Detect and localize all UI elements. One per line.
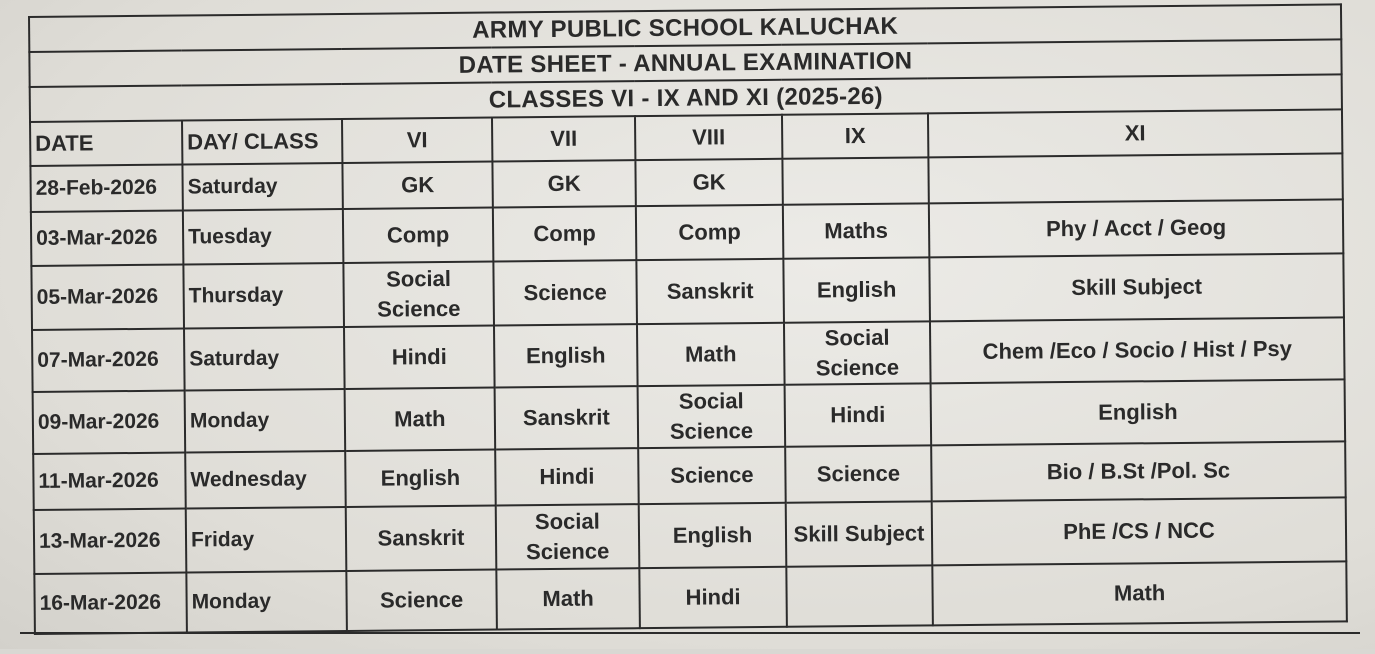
footer-rule (20, 632, 1360, 654)
column-header-vi: VI (342, 118, 492, 163)
class-viii-cell: Math (637, 323, 785, 386)
day-cell: Saturday (184, 327, 345, 391)
class-vii-cell: Hindi (495, 448, 639, 505)
date-cell: 16-Mar-2026 (34, 573, 187, 634)
class-viii-cell: Hindi (639, 567, 787, 628)
class-vii-cell: English (494, 324, 638, 387)
day-cell: Monday (186, 571, 347, 633)
class-ix-cell (782, 157, 928, 204)
class-ix-cell (786, 565, 933, 626)
class-vii-cell: Science (493, 260, 637, 325)
class-vii-cell: GK (492, 160, 635, 207)
class-vi-cell: Math (345, 388, 496, 451)
date-cell: 13-Mar-2026 (34, 509, 187, 574)
class-xi-cell: English (931, 379, 1346, 445)
class-ix-cell: Maths (783, 203, 930, 258)
day-cell: Wednesday (185, 451, 346, 509)
class-ix-cell: Hindi (785, 383, 932, 446)
date-sheet-table (28, 3, 1348, 635)
date-cell: 05-Mar-2026 (31, 265, 184, 330)
class-vi-cell: Comp (343, 208, 494, 263)
class-viii-cell: Science (638, 447, 786, 504)
day-cell: Tuesday (183, 209, 344, 265)
class-vi-cell: Science (346, 570, 497, 631)
class-xi-cell: Skill Subject (929, 253, 1344, 321)
column-header-ix: IX (782, 113, 928, 158)
class-vi-cell: Social Science (343, 262, 494, 327)
class-xi-cell: Bio / B.St /Pol. Sc (931, 441, 1346, 501)
class-viii-cell: English (639, 503, 787, 568)
date-cell: 11-Mar-2026 (33, 453, 186, 510)
class-xi-cell: Math (932, 561, 1347, 625)
class-ix-cell: Skill Subject (786, 501, 933, 566)
date-cell: 28-Feb-2026 (30, 165, 182, 212)
class-vii-cell: Math (496, 568, 640, 629)
class-viii-cell: GK (635, 159, 782, 206)
class-xi-cell (928, 153, 1342, 203)
class-ix-cell: Science (785, 445, 932, 502)
column-header-day: DAY/ CLASS (182, 119, 342, 165)
class-vii-cell: Comp (493, 206, 637, 261)
class-vii-cell: Sanskrit (495, 386, 639, 449)
class-viii-cell: Comp (636, 205, 784, 260)
day-cell: Friday (186, 507, 347, 573)
class-xi-cell: PhE /CS / NCC (932, 497, 1347, 565)
day-cell: Thursday (183, 263, 344, 329)
column-header-xi: XI (928, 109, 1342, 157)
column-header-date: DATE (30, 121, 182, 166)
classes-title: CLASSES VI - IX AND XI (2025-26) (30, 74, 1342, 122)
class-xi-cell: Chem /Eco / Socio / Hist / Psy (930, 317, 1345, 383)
class-viii-cell: Sanskrit (636, 259, 784, 324)
day-cell: Saturday (182, 163, 342, 211)
column-header-vii: VII (492, 116, 635, 161)
school-name: ARMY PUBLIC SCHOOL KALUCHAK (29, 4, 1341, 52)
date-cell: 07-Mar-2026 (32, 329, 185, 392)
class-viii-cell: Social Science (638, 385, 786, 448)
class-vii-cell: Social Science (496, 504, 640, 569)
sheet-title: DATE SHEET - ANNUAL EXAMINATION (29, 39, 1341, 87)
class-ix-cell: English (783, 257, 930, 322)
date-cell: 03-Mar-2026 (31, 211, 184, 266)
column-header-viii: VIII (635, 115, 782, 160)
class-vi-cell: GK (342, 162, 492, 209)
date-cell: 09-Mar-2026 (33, 391, 186, 454)
date-sheet (28, 3, 1346, 635)
class-vi-cell: Sanskrit (346, 506, 497, 571)
day-cell: Monday (185, 389, 346, 453)
class-ix-cell: Social Science (784, 321, 931, 384)
class-vi-cell: English (345, 450, 496, 507)
class-vi-cell: Hindi (344, 326, 495, 389)
class-xi-cell: Phy / Acct / Geog (929, 199, 1344, 257)
table-row (34, 561, 1347, 634)
